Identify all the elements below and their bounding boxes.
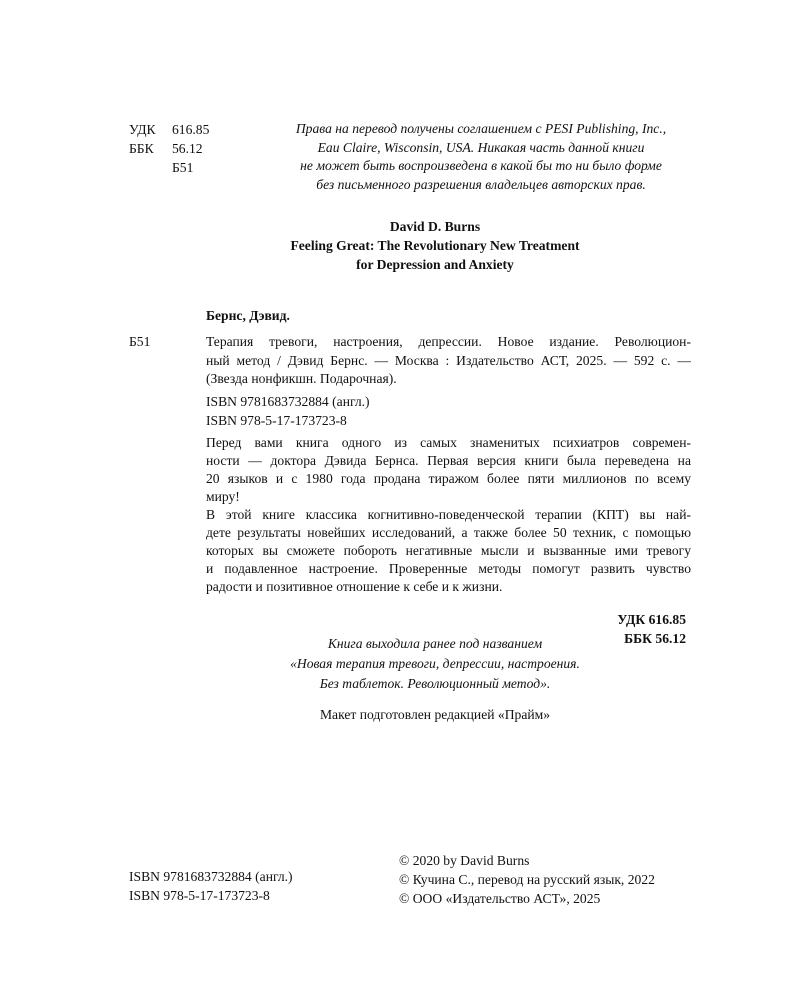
isbn-line: ISBN 978-5-17-173723-8 — [129, 888, 270, 903]
bbk-value: 56.12 — [172, 141, 203, 156]
description-line: Терапия тревоги, настроения, депрессии. Новое издание. Революцион- — [206, 334, 691, 349]
annotation-line: которых вы сможете побороть негативные мысли и вызванные ими тревогу — [206, 543, 691, 558]
annotation-line: Перед вами книга одного из самых знаменитых психиатров современ- — [206, 435, 691, 450]
isbn-line: ISBN 9781683732884 (англ.) — [129, 869, 293, 884]
rights-line: Права на перевод получены соглашением с PESI Publishing, Inc., — [295, 121, 667, 136]
annotation-line: дете результаты новейших исследований, а также более 50 техник, с помощью — [206, 525, 691, 540]
annotation-line: радости и позитивное отношение к себе и к жизни. — [206, 579, 503, 594]
annotation-line: ности — доктора Дэвида Бернса. Первая версия книги была переведена на — [206, 453, 691, 468]
rights-line: Eau Claire, Wisconsin, USA. Никакая часть данной книги — [317, 139, 645, 155]
bbk-key: ББК — [129, 141, 154, 156]
annotation-line: миру! — [206, 489, 240, 504]
original-title-block — [200, 217, 670, 274]
udk-right: УДК 616.85 — [617, 612, 686, 627]
catalog-isbn-block — [206, 393, 370, 430]
catalog-code: Б51 — [129, 334, 151, 349]
author-code-row — [129, 158, 209, 177]
annotation — [206, 434, 691, 596]
bbk-row — [129, 139, 209, 158]
catalog-author-heading: Бернс, Дэвид. — [206, 308, 290, 323]
annotation-line: и подавленное настроение. Проверенные методы помогут развить чувство — [206, 561, 691, 576]
previous-edition-note — [200, 634, 670, 694]
previous-edition-line: Без таблеток. Революционный метод». — [319, 676, 551, 691]
rights-notice — [266, 120, 696, 194]
previous-edition-line: «Новая терапия тревоги, депрессии, настроения. — [290, 656, 580, 671]
copyright-line: © Кучина С., перевод на русский язык, 2022 — [399, 872, 655, 887]
original-author: David D. Burns — [389, 219, 481, 234]
copyright-block — [399, 851, 655, 908]
previous-edition-line: Книга выходила ранее под названием — [327, 636, 543, 651]
annotation-line: 20 языков и с 1980 года продана тиражом более пяти миллионов по всему — [206, 471, 691, 486]
prepared-by: Макет подготовлен редакцией «Прайм» — [319, 707, 551, 722]
copyright-line: © 2020 by David Burns — [399, 853, 530, 868]
description-line: (Звезда нонфикшн. Подарочная). — [206, 371, 397, 386]
annotation-line: В этой книге классика когнитивно-поведенческой терапии (КПТ) вы най- — [206, 507, 691, 522]
udk-value: 616.85 — [172, 122, 210, 137]
description-line: ный метод / Дэвид Бернс. — Москва : Издательство АСТ, 2025. — 592 с. — — [206, 352, 691, 368]
rights-line: без письменного разрешения владельцев авторских прав. — [316, 176, 646, 192]
rights-line: не может быть воспроизведена в какой бы то ни было форме — [300, 158, 662, 173]
author-code: Б51 — [172, 160, 194, 175]
isbn-line: ISBN 978-5-17-173723-8 — [206, 412, 347, 428]
udk-row — [129, 120, 209, 139]
classification-block — [129, 120, 209, 177]
original-title-line: for Depression and Anxiety — [356, 257, 514, 272]
bottom-isbn-block — [129, 867, 293, 905]
isbn-line: ISBN 9781683732884 (англ.) — [206, 394, 370, 409]
bbk-right: ББК 56.12 — [624, 631, 686, 646]
udk-key: УДК — [129, 122, 156, 137]
catalog-description — [206, 333, 691, 389]
copyright-line: © ООО «Издательство АСТ», 2025 — [399, 891, 601, 906]
original-title-line: Feeling Great: The Revolutionary New Treatment — [290, 238, 580, 253]
